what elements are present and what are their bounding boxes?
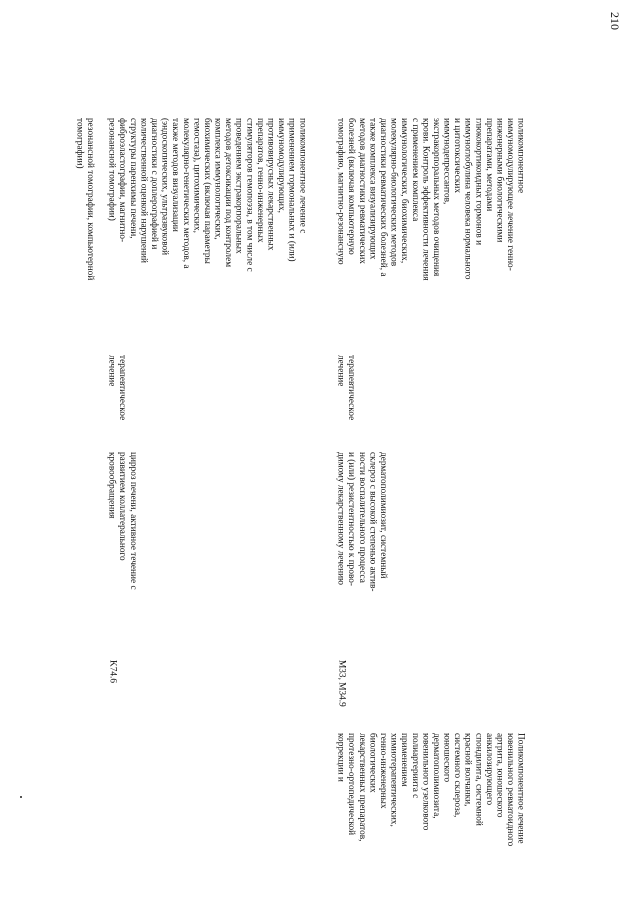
- left-header-line: ювенильного узелкового: [420, 733, 431, 831]
- row2-method-line: инженерными биологическими: [494, 118, 505, 243]
- left-header-text: [335, 733, 526, 893]
- row1-code: K74.6: [107, 660, 118, 683]
- row1-method-line: гемостаза), цитохимических,: [191, 118, 202, 233]
- row1-method-line: поликомпонентное лечение с: [297, 118, 308, 234]
- row2-method-line: иммунодепрессантов,: [441, 118, 452, 205]
- left-header-line: генно-инженерных: [377, 733, 388, 809]
- row2-disease-line: димому лекарственному лечению: [335, 452, 346, 585]
- row1-disease: [106, 452, 138, 652]
- left-header-line: красной волчанки,: [462, 733, 473, 807]
- left-header-line: протезно-ортопедической: [346, 733, 357, 836]
- row1-disease-line: кровообращения: [106, 452, 117, 519]
- row1-method-line: противовирусных лекарственных: [265, 118, 276, 251]
- row1-disease-line: цирроз печени, активное течение с: [127, 452, 138, 590]
- row1-method-line: комплекса иммунологических,: [212, 118, 223, 240]
- row2-method-line: поликомпонентное: [515, 118, 526, 194]
- row1-type-line: лечение: [106, 355, 117, 387]
- row2-method-line: иммуномодулирующее лечение генно-: [505, 118, 516, 271]
- continuation-line: томографии): [74, 118, 85, 169]
- row1-method-line: количественной оценкой нарушений: [138, 118, 149, 263]
- row2-method-line: препаратами, методами: [483, 118, 494, 212]
- row2-disease-line: ности воспалительного процесса: [356, 452, 367, 583]
- row1-method-line: также методов визуализации: [170, 118, 181, 232]
- row2-method-line: экстракорпоральных методов очищения: [430, 118, 441, 277]
- row1-method-line: резонансной томографии): [106, 118, 117, 221]
- left-header-line: Поликомпонентное лечение: [515, 733, 526, 844]
- row2-type: [335, 355, 356, 445]
- row1-method-line: (эндоскопических, ультразвуковой: [159, 118, 170, 256]
- left-header-line: анкилозирующего: [483, 733, 494, 806]
- continuation-text: [74, 118, 95, 348]
- row1-method-line: применением гормональных и (или): [286, 118, 297, 262]
- row1-method-line: диагностики с доплерографией и: [148, 118, 159, 250]
- row1-method-line: молекулярно-генетических методов, а: [180, 118, 191, 269]
- row2-method: [335, 118, 526, 348]
- row2-method-line: методов диагностики ревматических: [356, 118, 367, 264]
- row2-method-line: томографию, магнитно-резонансную: [335, 118, 346, 265]
- left-header-line: полиартериита с: [409, 733, 420, 799]
- row2-type-line: терапевтическое: [346, 355, 357, 421]
- row2-method-line: глюкокортикоидных гормонов и: [473, 118, 484, 246]
- stray-mark: [20, 796, 22, 798]
- row2-type-line: лечение: [335, 355, 346, 387]
- row1-method-line: препаратов, генно-инженерных: [254, 118, 265, 243]
- row2-method-line: и цитотоксических: [452, 118, 463, 193]
- row2-method-line: болезней (включая компьютерную: [346, 118, 357, 255]
- row2-method-line: иммуноглобулина человека нормального: [462, 118, 473, 280]
- row1-method-line: методов детоксикации под контролем: [223, 118, 234, 268]
- continuation-line: резонансной томографии, компьютерной: [85, 118, 96, 281]
- row2-disease-line: склероз с высокой степенью актив-: [367, 452, 378, 592]
- left-header-line: коррекции и: [335, 733, 346, 782]
- row1-method-line: иммуномодулирующих,: [276, 118, 287, 213]
- left-header-line: системного склероза,: [452, 733, 463, 818]
- row2-method-line: молекулярно-биологических методов: [388, 118, 399, 267]
- row1-type: [106, 355, 127, 445]
- left-header-line: ювенильного ревматоидного: [505, 733, 516, 847]
- row2-method-line: диагностики ревматических болезней, а: [377, 118, 388, 277]
- left-header-line: дерматополимиозита,: [430, 733, 441, 819]
- row2-disease-line: дерматополимиозит, системный: [377, 452, 388, 579]
- row2-method-line: крови. Контроль эффективности лечения: [420, 118, 431, 281]
- row2-method-line: с применением комплекса: [409, 118, 420, 222]
- row2-disease-line: и (или) резистентностью к прово-: [346, 452, 357, 587]
- left-header-line: биологических: [367, 733, 378, 793]
- row1-disease-line: развитием коллатерального: [117, 452, 128, 561]
- row1-method-line: фиброэластографии, магнитно-: [117, 118, 128, 243]
- row1-method-line: проведением экстракорпоральных: [233, 118, 244, 254]
- row2-method-line: также комплекса визуализирующих: [367, 118, 378, 260]
- row1-method-line: биохимических (включая параметры: [201, 118, 212, 264]
- row1-type-line: терапевтическое: [117, 355, 128, 421]
- left-header-line: артрита, юношеского: [494, 733, 505, 818]
- row1-method-line: стимуляторов гемопоэза, в том числе с: [244, 118, 255, 272]
- row2-method-line: иммунологических, биохимических,: [399, 118, 410, 264]
- row2-disease: [335, 452, 388, 652]
- row1-method: [106, 118, 307, 348]
- row1-method-line: структуры паренхимы печени,: [127, 118, 138, 239]
- row2-code: M33, M34.9: [336, 660, 347, 707]
- left-header-line: применением: [399, 733, 410, 787]
- left-header-line: химиотерапевтических,: [388, 733, 399, 827]
- page-number: 210: [608, 12, 622, 30]
- left-header-line: юношеского: [441, 733, 452, 783]
- left-header-line: спондилита, системной: [473, 733, 484, 826]
- left-header-line: лекарственных препаратов,: [356, 733, 367, 842]
